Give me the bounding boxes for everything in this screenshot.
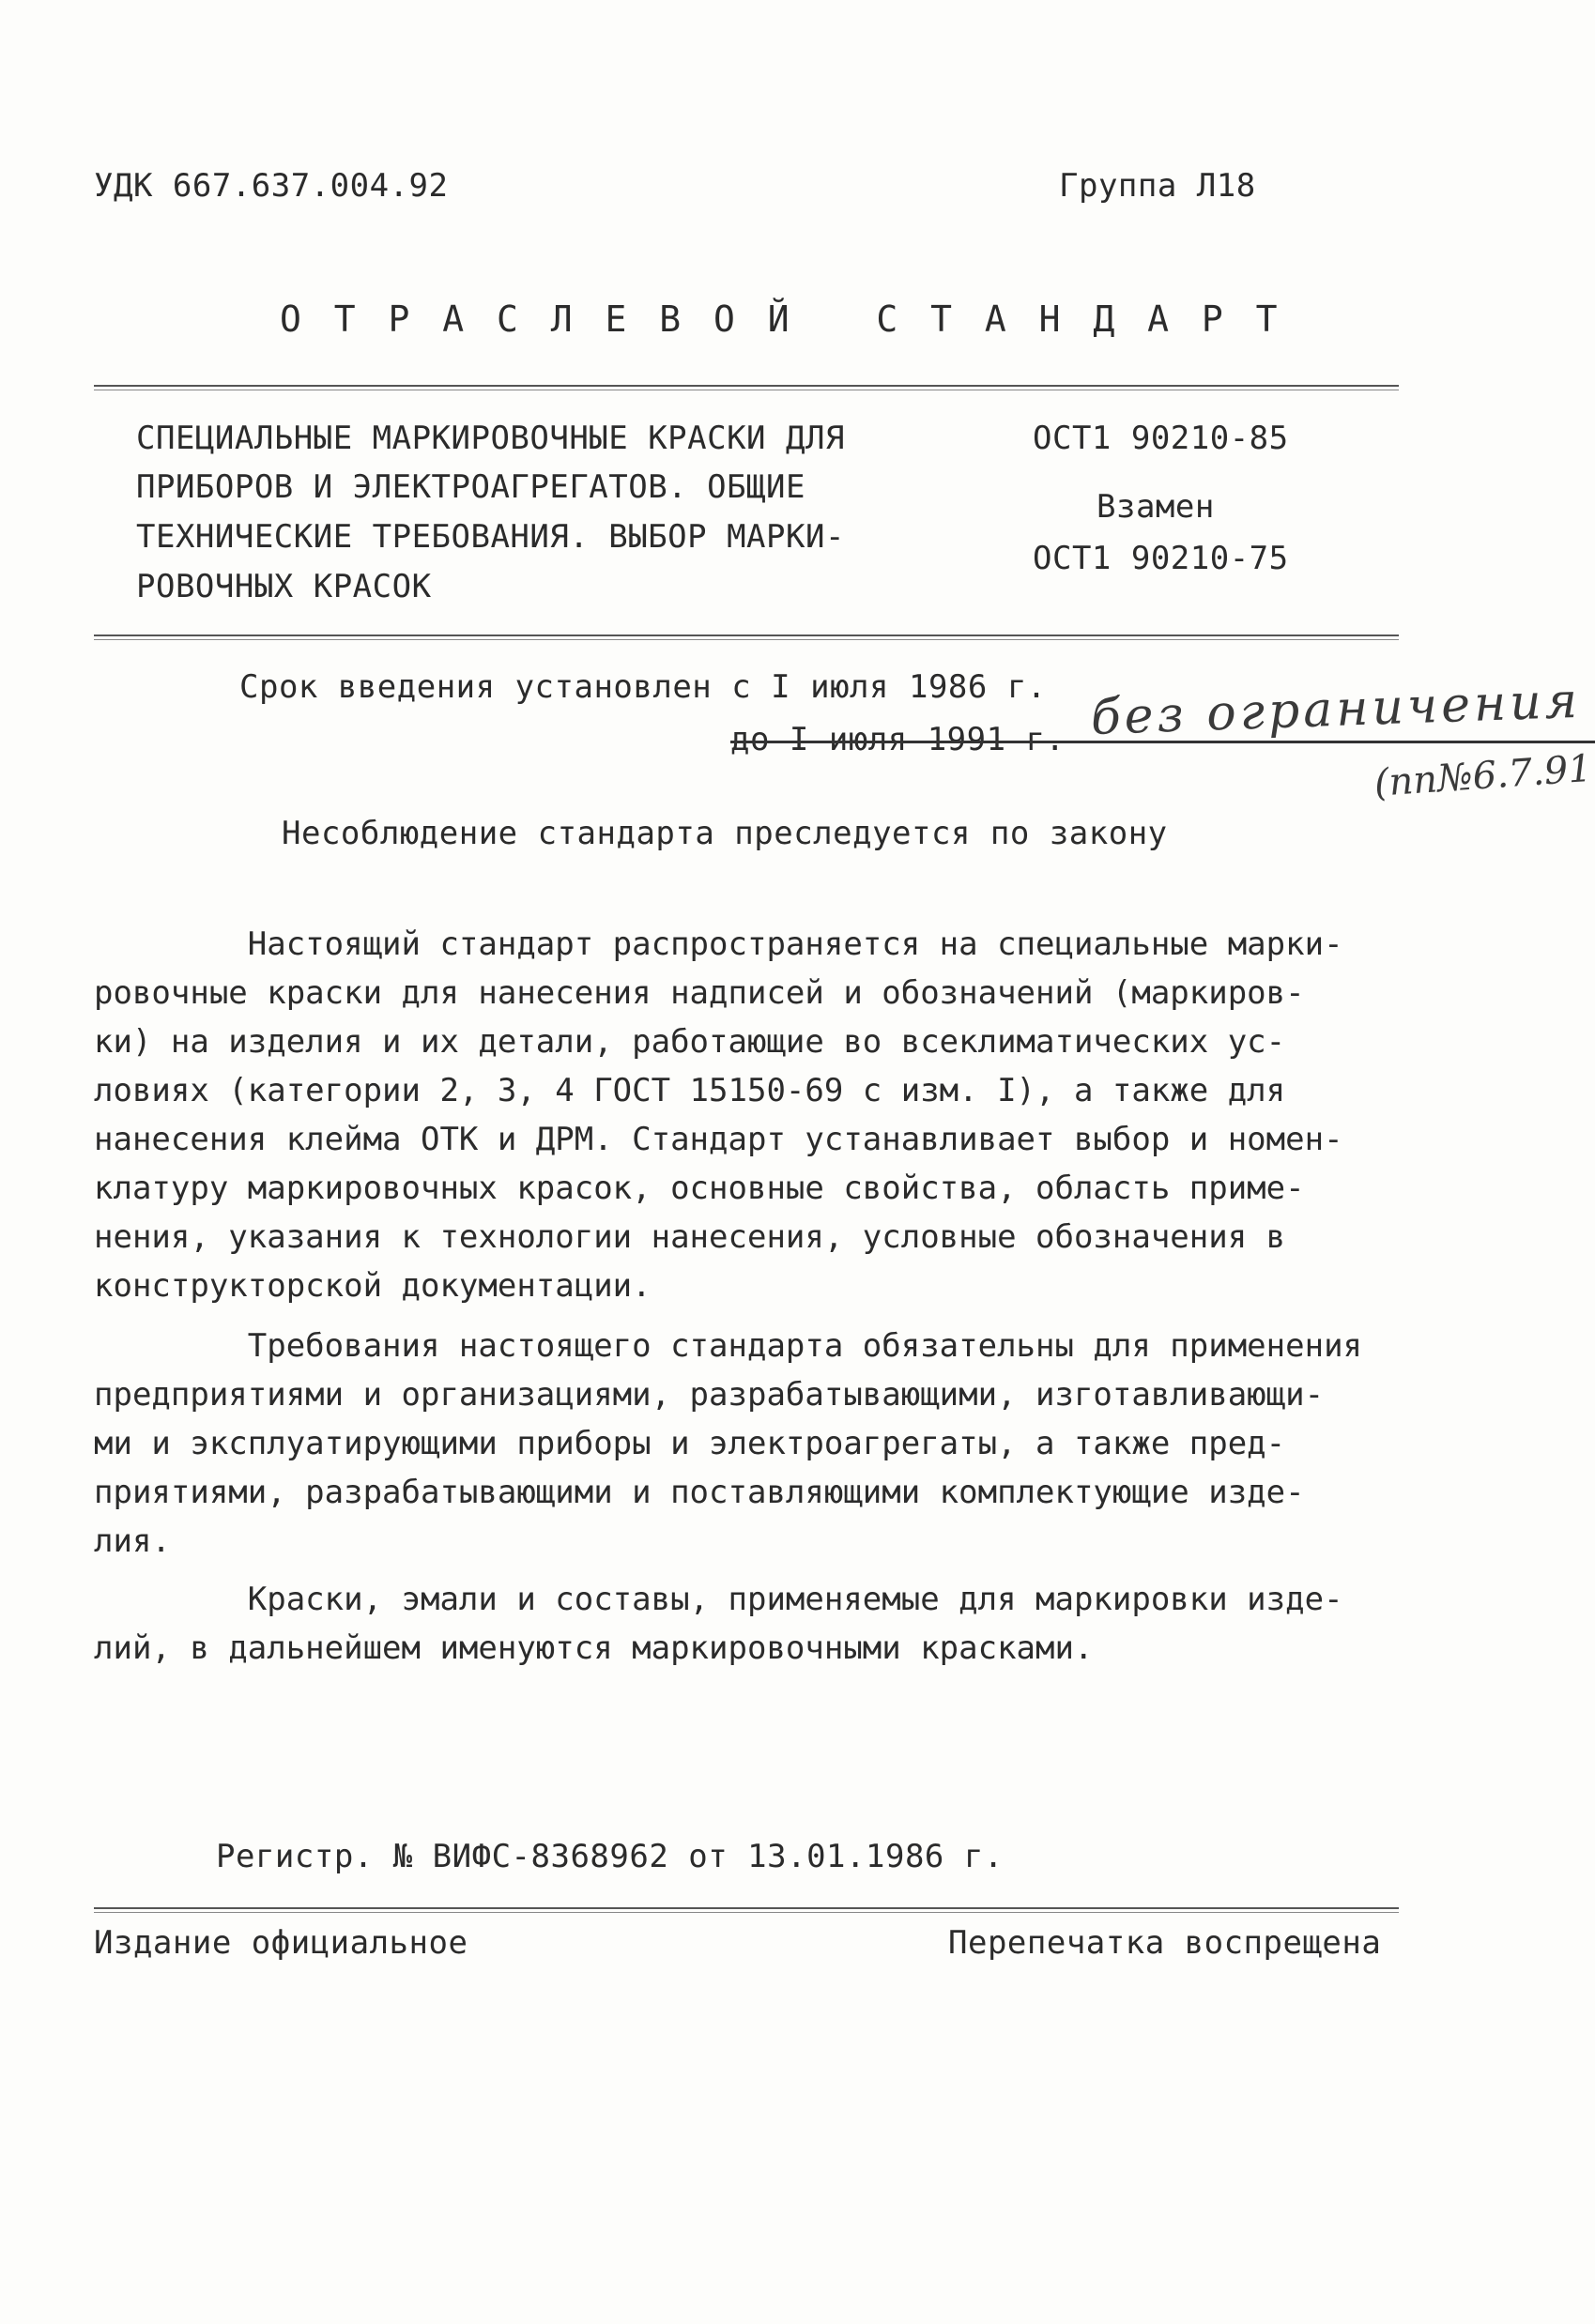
udc-code: УДК 667.637.004.92 [94, 167, 449, 205]
paragraph-line: ровочные краски для нанесения надписей и обозначений (маркиров- [94, 974, 1305, 1012]
paragraph-line: лия. [94, 1522, 171, 1560]
footer-rule [94, 1907, 1399, 1909]
body-paragraph-1 [94, 920, 1403, 1310]
paragraph-line: ловиях (категории 2, 3, 4 ГОСТ 15150-69 с изм. I), а также для [94, 1072, 1286, 1109]
edition-official: Издание официальное [94, 1924, 468, 1962]
replaces-label: Взамен [1097, 488, 1215, 526]
body-paragraph-2 [94, 1322, 1403, 1566]
title-bottom-rule [94, 635, 1399, 636]
registration-number: Регистр. № ВИФС-8368962 от 13.01.1986 г. [216, 1838, 1004, 1875]
title-line-4: РОВОЧНЫХ КРАСОК [136, 568, 432, 605]
top-rule [94, 385, 1399, 387]
paragraph-line: Настоящий стандарт распространяется на специальные марки- [94, 925, 1343, 963]
handwritten-reference: (пп№6.7.91 [1373, 746, 1594, 805]
standard-designation: ОСТ1 90210-85 [1033, 420, 1289, 457]
paragraph-line: конструкторской документации. [94, 1267, 652, 1305]
legal-notice: Несоблюдение стандарта преследуется по закону [282, 815, 1168, 852]
paragraph-line: приятиями, разрабатывающими и поставляющими комплектующие изде- [94, 1474, 1305, 1511]
paragraph-line: лий, в дальнейшем именуются маркировочными красками. [94, 1629, 1094, 1667]
paragraph-line: нения, указания к технологии нанесения, условные обозначения в [94, 1218, 1286, 1256]
group-code: Группа Л18 [1059, 167, 1256, 205]
effective-end-struck: до I июля 1991 г. [730, 721, 1595, 758]
effective-date: Срок введения установлен с I июля 1986 г. [239, 668, 1047, 706]
title-line-3: ТЕХНИЧЕСКИЕ ТРЕБОВАНИЯ. ВЫБОР МАРКИ- [136, 518, 845, 556]
paragraph-line: ки) на изделия и их детали, работающие во всеклиматических ус- [94, 1023, 1286, 1061]
handwritten-note: без ограничения [1089, 672, 1583, 746]
paragraph-line: Краски, эмали и составы, применяемые для маркировки изде- [94, 1581, 1343, 1618]
replaced-standard: ОСТ1 90210-75 [1033, 540, 1289, 577]
title-line-2: ПРИБОРОВ И ЭЛЕКТРОАГРЕГАТОВ. ОБЩИЕ [136, 468, 805, 506]
paragraph-line: ми и эксплуатирующими приборы и электроагрегаты, а также пред- [94, 1425, 1286, 1462]
paragraph-line: клатуру маркировочных красок, основные свойства, область приме- [94, 1170, 1305, 1207]
body-paragraph-3 [94, 1575, 1403, 1673]
paragraph-line: нанесения клейма ОТК и ДРМ. Стандарт устанавливает выбор и номен- [94, 1121, 1343, 1158]
standard-type-heading: О Т Р А С Л Е В О Й С Т А Н Д А Р Т [280, 298, 1283, 340]
reprint-prohibited: Перепечатка воспрещена [948, 1924, 1382, 1962]
paragraph-line: Требования настоящего стандарта обязательны для применения [94, 1327, 1363, 1365]
title-line-1: СПЕЦИАЛЬНЫЕ МАРКИРОВОЧНЫЕ КРАСКИ ДЛЯ [136, 420, 845, 457]
paragraph-line: предприятиями и организациями, разрабатывающими, изготавливающи- [94, 1376, 1325, 1414]
